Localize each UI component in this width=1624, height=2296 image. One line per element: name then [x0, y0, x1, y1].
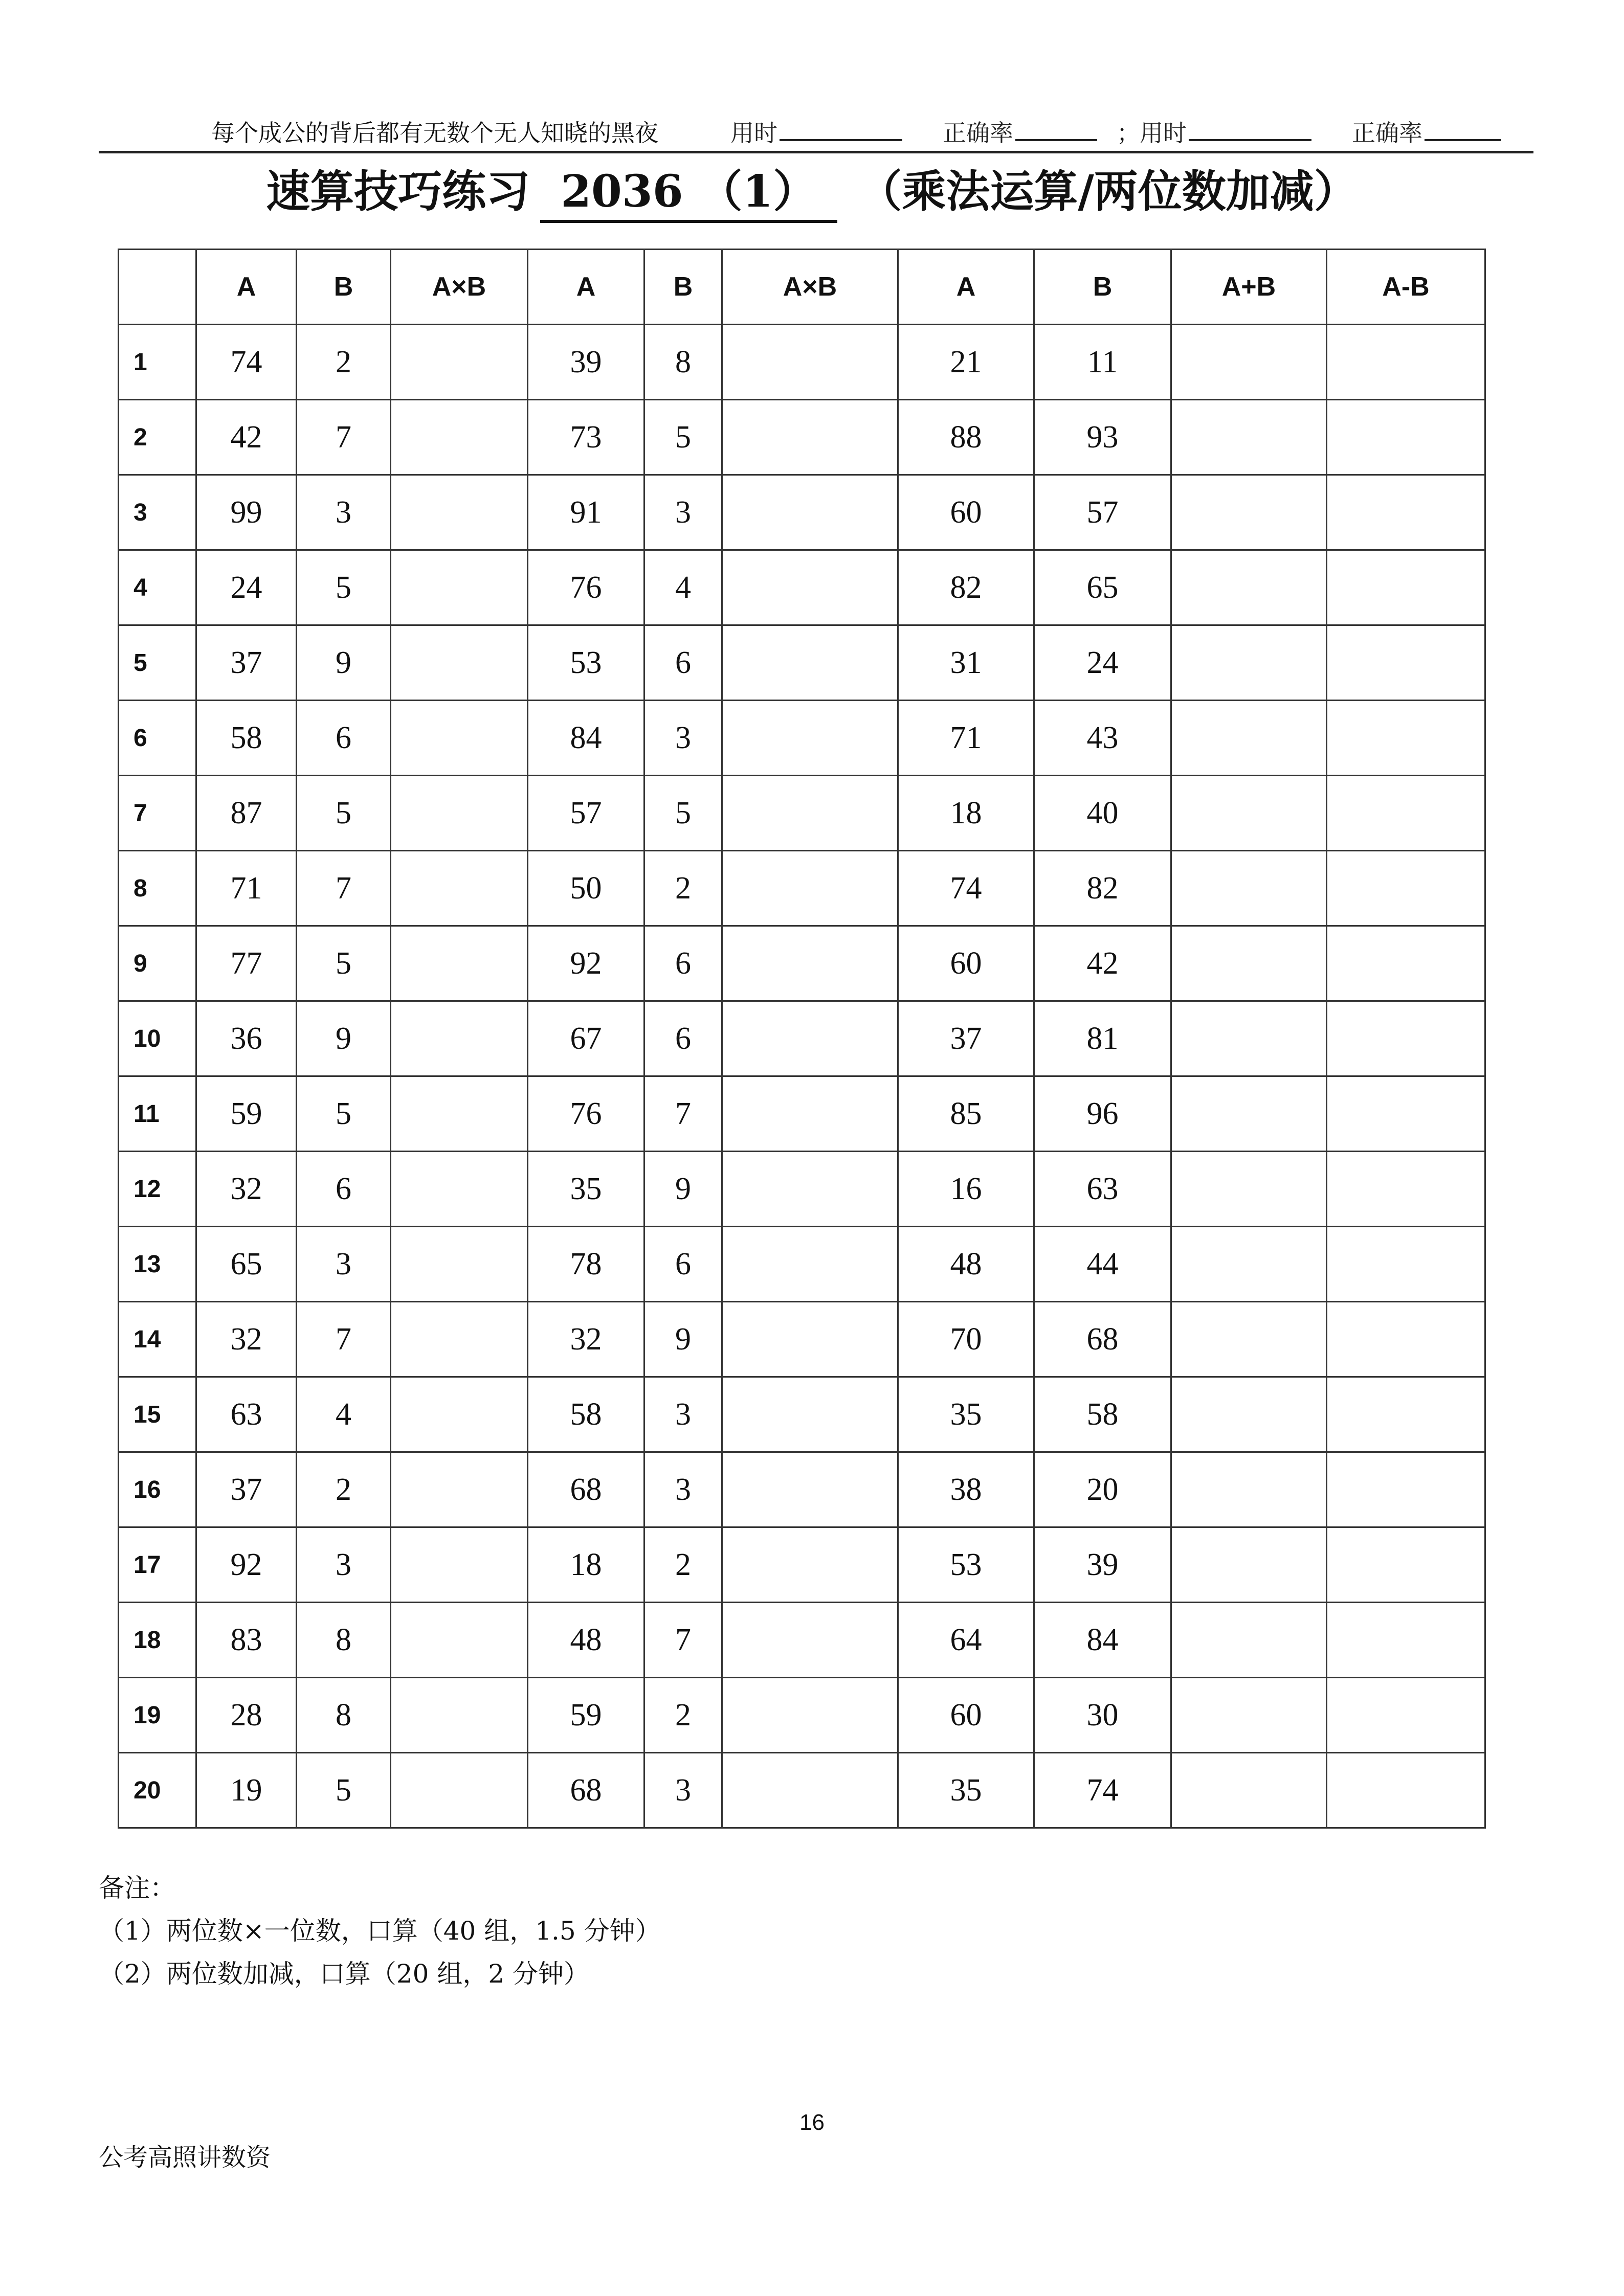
operand-cell: 3 [644, 1377, 722, 1452]
table-row [119, 1452, 1485, 1527]
operand-cell: 68 [528, 1753, 644, 1828]
operand-cell: 32 [528, 1302, 644, 1377]
table-header-row [119, 250, 1485, 325]
answer-cell[interactable] [391, 1227, 528, 1302]
answer-cell[interactable] [722, 1527, 898, 1603]
operand-cell: 81 [1034, 1001, 1171, 1076]
answer-cell[interactable] [391, 1001, 528, 1076]
row-number: 12 [119, 1152, 196, 1227]
answer-cell[interactable] [722, 325, 898, 400]
operand-cell: 6 [644, 1001, 722, 1076]
operand-cell: 50 [528, 851, 644, 926]
operand-cell: 59 [528, 1678, 644, 1753]
operand-cell: 76 [528, 1076, 644, 1152]
operand-cell: 67 [528, 1001, 644, 1076]
operand-cell: 63 [196, 1377, 297, 1452]
answer-cell[interactable] [1327, 1527, 1485, 1603]
page-number: 16 [799, 2110, 825, 2135]
answer-cell[interactable] [391, 1076, 528, 1152]
answer-cell[interactable] [1171, 1001, 1327, 1076]
operand-cell: 36 [196, 1001, 297, 1076]
table-row [119, 851, 1485, 926]
answer-cell[interactable] [1327, 1678, 1485, 1753]
answer-cell[interactable] [391, 1377, 528, 1452]
answer-cell[interactable] [1171, 1603, 1327, 1678]
operand-cell: 83 [196, 1603, 297, 1678]
answer-cell[interactable] [1171, 1452, 1327, 1527]
operand-cell: 88 [898, 400, 1034, 475]
answer-cell[interactable] [1171, 1753, 1327, 1828]
operand-cell: 4 [644, 550, 722, 625]
row-number: 3 [119, 475, 196, 550]
answer-cell[interactable] [1171, 1527, 1327, 1603]
row-number: 11 [119, 1076, 196, 1152]
answer-cell[interactable] [391, 1302, 528, 1377]
answer-cell[interactable] [722, 475, 898, 550]
column-header: A [528, 250, 644, 325]
answer-cell[interactable] [1327, 550, 1485, 625]
answer-cell[interactable] [1327, 400, 1485, 475]
answer-cell[interactable] [391, 400, 528, 475]
answer-cell[interactable] [1171, 1152, 1327, 1227]
table-row [119, 550, 1485, 625]
row-number: 7 [119, 776, 196, 851]
row-number: 2 [119, 400, 196, 475]
row-number: 16 [119, 1452, 196, 1527]
table-row [119, 1377, 1485, 1452]
operand-cell: 58 [528, 1377, 644, 1452]
operand-cell: 74 [1034, 1753, 1171, 1828]
column-header: B [1034, 250, 1171, 325]
operand-cell: 43 [1034, 701, 1171, 776]
answer-cell[interactable] [1171, 851, 1327, 926]
operand-cell: 28 [196, 1678, 297, 1753]
operand-cell: 38 [898, 1452, 1034, 1527]
answer-cell[interactable] [1327, 625, 1485, 701]
answer-cell[interactable] [391, 550, 528, 625]
row-number: 8 [119, 851, 196, 926]
operand-cell: 39 [1034, 1527, 1171, 1603]
title-main: 速算技巧练习 [266, 166, 530, 217]
table-row [119, 926, 1485, 1001]
operand-cell: 37 [898, 1001, 1034, 1076]
answer-cell[interactable] [722, 1076, 898, 1152]
answer-cell[interactable] [722, 1152, 898, 1227]
operand-cell: 82 [898, 550, 1034, 625]
answer-cell[interactable] [1327, 1227, 1485, 1302]
answer-cell[interactable] [722, 1603, 898, 1678]
time-blank-2[interactable] [1189, 119, 1311, 141]
answer-cell[interactable] [1327, 851, 1485, 926]
row-number: 9 [119, 926, 196, 1001]
operand-cell: 42 [1034, 926, 1171, 1001]
answer-cell[interactable] [1327, 776, 1485, 851]
row-number: 19 [119, 1678, 196, 1753]
operand-cell: 8 [297, 1603, 391, 1678]
operand-cell: 3 [297, 475, 391, 550]
operand-cell: 76 [528, 550, 644, 625]
operand-cell: 5 [297, 926, 391, 1001]
answer-cell[interactable] [1327, 1377, 1485, 1452]
operand-cell: 58 [196, 701, 297, 776]
operand-cell: 92 [528, 926, 644, 1001]
operand-cell: 3 [644, 475, 722, 550]
operand-cell: 6 [297, 701, 391, 776]
table-row [119, 400, 1485, 475]
operand-cell: 37 [196, 1452, 297, 1527]
notes-line-1: （1）两位数×一位数，口算（40 组，1.5 分钟） [99, 1916, 661, 1946]
answer-cell[interactable] [391, 1527, 528, 1603]
answer-cell[interactable] [1171, 926, 1327, 1001]
operand-cell: 7 [297, 1302, 391, 1377]
table-row [119, 701, 1485, 776]
table-row [119, 1227, 1485, 1302]
answer-cell[interactable] [1327, 926, 1485, 1001]
operand-cell: 16 [898, 1152, 1034, 1227]
title-code: 2036 （1） [540, 164, 837, 223]
operand-cell: 71 [898, 701, 1034, 776]
practice-table [118, 249, 1486, 1829]
row-number: 5 [119, 625, 196, 701]
table-row [119, 1302, 1485, 1377]
table-row [119, 325, 1485, 400]
operand-cell: 5 [644, 776, 722, 851]
table-row [119, 1527, 1485, 1603]
operand-cell: 35 [528, 1152, 644, 1227]
answer-cell[interactable] [722, 1001, 898, 1076]
accuracy-label-1: 正确率 [943, 119, 1013, 147]
operand-cell: 9 [297, 1001, 391, 1076]
answer-cell[interactable] [722, 701, 898, 776]
operand-cell: 6 [644, 1227, 722, 1302]
operand-cell: 24 [1034, 625, 1171, 701]
operand-cell: 59 [196, 1076, 297, 1152]
answer-cell[interactable] [391, 1152, 528, 1227]
operand-cell: 63 [1034, 1152, 1171, 1227]
page-title [0, 164, 1624, 223]
answer-cell[interactable] [1171, 1377, 1327, 1452]
operand-cell: 39 [528, 325, 644, 400]
operand-cell: 9 [644, 1302, 722, 1377]
answer-cell[interactable] [391, 776, 528, 851]
answer-cell[interactable] [1171, 1302, 1327, 1377]
accuracy-field-2 [1352, 119, 1501, 147]
time-label-2: 用时 [1140, 119, 1187, 147]
answer-cell[interactable] [391, 1753, 528, 1828]
operand-cell: 5 [297, 550, 391, 625]
answer-cell[interactable] [391, 1452, 528, 1527]
answer-cell[interactable] [1327, 1001, 1485, 1076]
answer-cell[interactable] [1171, 1076, 1327, 1152]
table-row [119, 1678, 1485, 1753]
operand-cell: 2 [644, 851, 722, 926]
operand-cell: 5 [644, 400, 722, 475]
answer-cell[interactable] [1327, 1753, 1485, 1828]
operand-cell: 30 [1034, 1678, 1171, 1753]
answer-cell[interactable] [1327, 475, 1485, 550]
accuracy-label-2: 正确率 [1352, 119, 1422, 147]
operand-cell: 20 [1034, 1452, 1171, 1527]
operand-cell: 6 [644, 926, 722, 1001]
operand-cell: 9 [644, 1152, 722, 1227]
page-header [99, 97, 1533, 153]
table-row [119, 1001, 1485, 1076]
operand-cell: 31 [898, 625, 1034, 701]
answer-cell[interactable] [391, 325, 528, 400]
title-subtitle: （乘法运算/两位数加减） [858, 166, 1358, 217]
operand-cell: 91 [528, 475, 644, 550]
answer-cell[interactable] [722, 1678, 898, 1753]
table-row [119, 1753, 1485, 1828]
operand-cell: 3 [644, 1452, 722, 1527]
operand-cell: 35 [898, 1753, 1034, 1828]
column-header: A-B [1327, 250, 1485, 325]
notes-line-2: （2）两位数加减，口算（20 组，2 分钟） [99, 1959, 590, 1989]
answer-cell[interactable] [1327, 1076, 1485, 1152]
operand-cell: 58 [1034, 1377, 1171, 1452]
operand-cell: 70 [898, 1302, 1034, 1377]
operand-cell: 44 [1034, 1227, 1171, 1302]
operand-cell: 7 [297, 851, 391, 926]
operand-cell: 9 [297, 625, 391, 701]
answer-cell[interactable] [1171, 625, 1327, 701]
answer-cell[interactable] [722, 1227, 898, 1302]
operand-cell: 3 [644, 1753, 722, 1828]
column-header: A×B [391, 250, 528, 325]
operand-cell: 32 [196, 1302, 297, 1377]
operand-cell: 5 [297, 1076, 391, 1152]
answer-cell[interactable] [391, 926, 528, 1001]
header-motto: 每个成公的背后都有无数个无人知晓的黑夜 [211, 119, 658, 147]
column-header: A [898, 250, 1034, 325]
operand-cell: 8 [297, 1678, 391, 1753]
operand-cell: 84 [528, 701, 644, 776]
table-row [119, 625, 1485, 701]
operand-cell: 3 [297, 1227, 391, 1302]
row-number: 6 [119, 701, 196, 776]
answer-cell[interactable] [1171, 1227, 1327, 1302]
operand-cell: 48 [528, 1603, 644, 1678]
operand-cell: 60 [898, 475, 1034, 550]
footer-source: 公考高照讲数资 [99, 2143, 271, 2172]
column-header: A+B [1171, 250, 1327, 325]
table-row [119, 1603, 1485, 1678]
column-header [119, 250, 196, 325]
operand-cell: 3 [297, 1527, 391, 1603]
operand-cell: 42 [196, 400, 297, 475]
table-row [119, 1152, 1485, 1227]
answer-cell[interactable] [391, 1678, 528, 1753]
operand-cell: 40 [1034, 776, 1171, 851]
operand-cell: 53 [528, 625, 644, 701]
operand-cell: 96 [1034, 1076, 1171, 1152]
answer-cell[interactable] [1171, 550, 1327, 625]
separator: ； [1117, 119, 1140, 147]
operand-cell: 37 [196, 625, 297, 701]
answer-cell[interactable] [391, 475, 528, 550]
operand-cell: 82 [1034, 851, 1171, 926]
operand-cell: 65 [1034, 550, 1171, 625]
answer-cell[interactable] [1327, 701, 1485, 776]
operand-cell: 6 [297, 1152, 391, 1227]
answer-cell[interactable] [1171, 776, 1327, 851]
operand-cell: 7 [644, 1076, 722, 1152]
answer-cell[interactable] [722, 1302, 898, 1377]
answer-cell[interactable] [1327, 1452, 1485, 1527]
operand-cell: 2 [644, 1678, 722, 1753]
table-row [119, 475, 1485, 550]
column-header: A×B [722, 250, 898, 325]
operand-cell: 71 [196, 851, 297, 926]
operand-cell: 85 [898, 1076, 1034, 1152]
answer-cell[interactable] [1171, 701, 1327, 776]
answer-cell[interactable] [722, 926, 898, 1001]
accuracy-field-1 [943, 119, 1097, 147]
operand-cell: 2 [297, 325, 391, 400]
operand-cell: 68 [1034, 1302, 1171, 1377]
row-number: 14 [119, 1302, 196, 1377]
operand-cell: 24 [196, 550, 297, 625]
answer-cell[interactable] [1327, 1302, 1485, 1377]
column-header: A [196, 250, 297, 325]
accuracy-blank-2[interactable] [1425, 119, 1501, 141]
operand-cell: 57 [528, 776, 644, 851]
operand-cell: 78 [528, 1227, 644, 1302]
operand-cell: 92 [196, 1527, 297, 1603]
row-number: 15 [119, 1377, 196, 1452]
operand-cell: 77 [196, 926, 297, 1001]
operand-cell: 4 [297, 1377, 391, 1452]
operand-cell: 68 [528, 1452, 644, 1527]
answer-cell[interactable] [1171, 400, 1327, 475]
operand-cell: 84 [1034, 1603, 1171, 1678]
answer-cell[interactable] [722, 776, 898, 851]
operand-cell: 8 [644, 325, 722, 400]
operand-cell: 53 [898, 1527, 1034, 1603]
operand-cell: 7 [297, 400, 391, 475]
answer-cell[interactable] [722, 1753, 898, 1828]
operand-cell: 73 [528, 400, 644, 475]
operand-cell: 60 [898, 926, 1034, 1001]
notes [99, 1866, 661, 1995]
operand-cell: 2 [644, 1527, 722, 1603]
row-number: 17 [119, 1527, 196, 1603]
operand-cell: 93 [1034, 400, 1171, 475]
operand-cell: 5 [297, 1753, 391, 1828]
operand-cell: 11 [1034, 325, 1171, 400]
row-number: 1 [119, 325, 196, 400]
operand-cell: 74 [898, 851, 1034, 926]
answer-cell[interactable] [1171, 475, 1327, 550]
operand-cell: 60 [898, 1678, 1034, 1753]
column-header: B [297, 250, 391, 325]
row-number: 4 [119, 550, 196, 625]
table-row [119, 776, 1485, 851]
answer-cell[interactable] [722, 1377, 898, 1452]
operand-cell: 5 [297, 776, 391, 851]
answer-cell[interactable] [1327, 1152, 1485, 1227]
operand-cell: 64 [898, 1603, 1034, 1678]
answer-cell[interactable] [1171, 1678, 1327, 1753]
answer-cell[interactable] [722, 625, 898, 701]
answer-cell[interactable] [722, 851, 898, 926]
answer-cell[interactable] [1327, 325, 1485, 400]
operand-cell: 19 [196, 1753, 297, 1828]
answer-cell[interactable] [391, 1603, 528, 1678]
operand-cell: 48 [898, 1227, 1034, 1302]
time-field-2 [1140, 119, 1311, 147]
accuracy-blank-1[interactable] [1015, 119, 1097, 141]
notes-heading: 备注： [99, 1873, 175, 1903]
answer-cell[interactable] [391, 625, 528, 701]
answer-cell[interactable] [1171, 325, 1327, 400]
row-number: 13 [119, 1227, 196, 1302]
operand-cell: 7 [644, 1603, 722, 1678]
row-number: 20 [119, 1753, 196, 1828]
answer-cell[interactable] [391, 701, 528, 776]
operand-cell: 18 [898, 776, 1034, 851]
answer-cell[interactable] [722, 1452, 898, 1527]
operand-cell: 18 [528, 1527, 644, 1603]
answer-cell[interactable] [722, 400, 898, 475]
time-blank-1[interactable] [780, 119, 902, 141]
time-field-1 [730, 119, 902, 147]
operand-cell: 6 [644, 625, 722, 701]
operand-cell: 35 [898, 1377, 1034, 1452]
operand-cell: 87 [196, 776, 297, 851]
row-number: 18 [119, 1603, 196, 1678]
answer-cell[interactable] [1327, 1603, 1485, 1678]
operand-cell: 21 [898, 325, 1034, 400]
time-label-1: 用时 [730, 119, 777, 147]
answer-cell[interactable] [391, 851, 528, 926]
operand-cell: 57 [1034, 475, 1171, 550]
operand-cell: 2 [297, 1452, 391, 1527]
row-number: 10 [119, 1001, 196, 1076]
operand-cell: 3 [644, 701, 722, 776]
operand-cell: 99 [196, 475, 297, 550]
operand-cell: 32 [196, 1152, 297, 1227]
column-header: B [644, 250, 722, 325]
table-row [119, 1076, 1485, 1152]
operand-cell: 65 [196, 1227, 297, 1302]
operand-cell: 74 [196, 325, 297, 400]
answer-cell[interactable] [722, 550, 898, 625]
